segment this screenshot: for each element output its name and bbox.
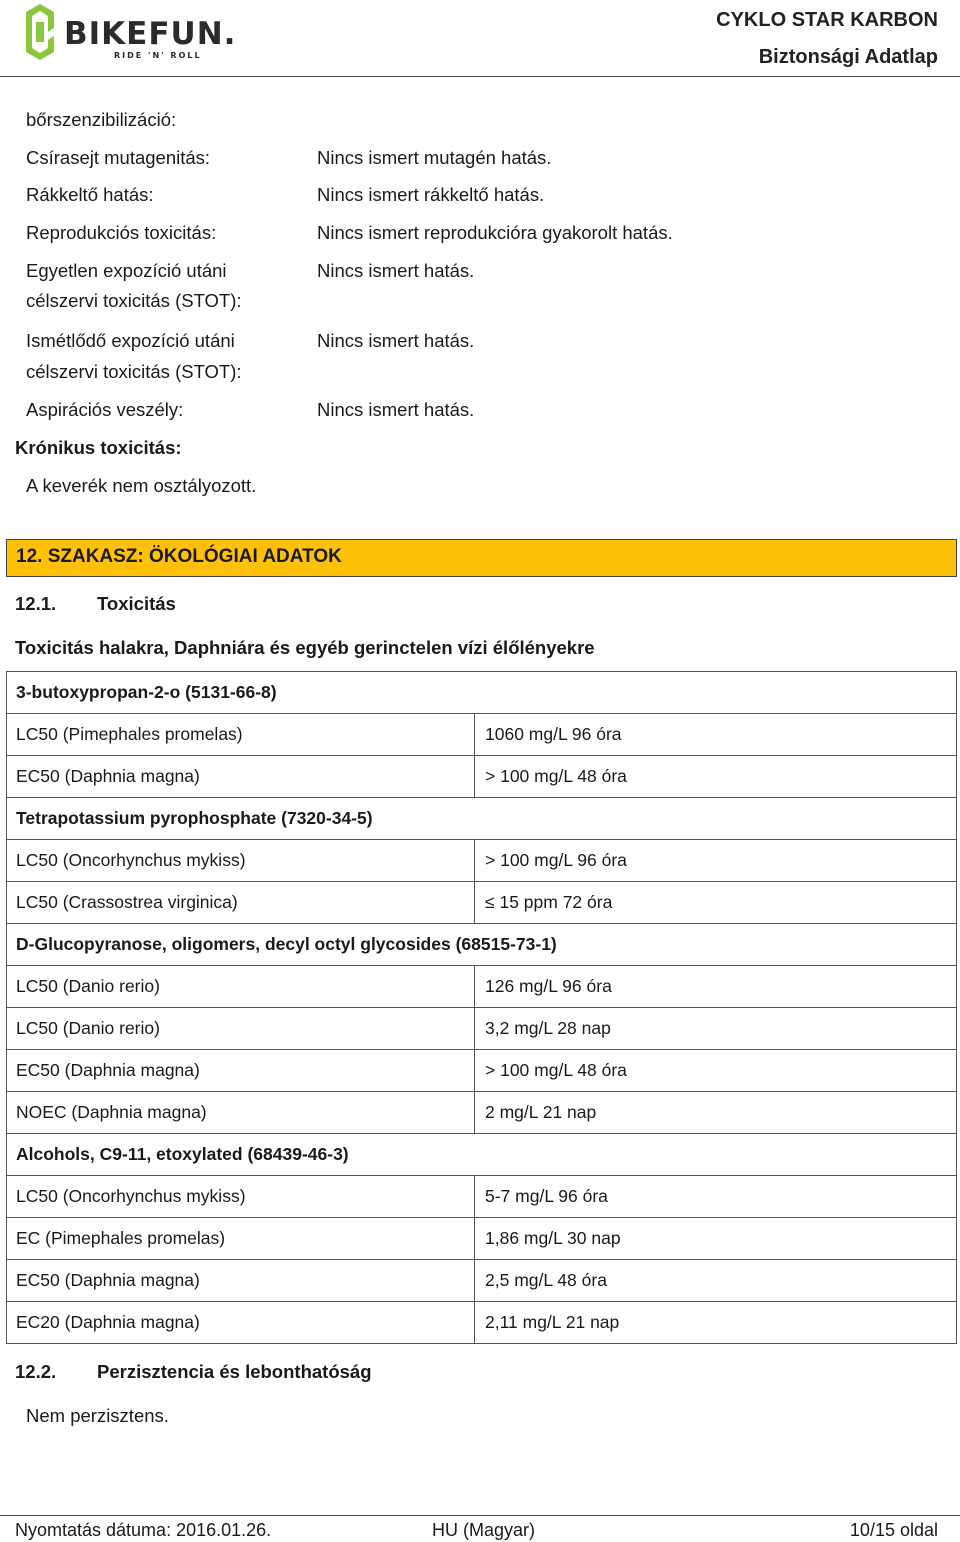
substance-name: D-Glucopyranose, oligomers, decyl octyl glycosides (68515-73-1) [16, 934, 557, 954]
test-name: EC50 (Daphnia magna) [16, 1270, 200, 1290]
test-name: EC (Pimephales promelas) [16, 1228, 226, 1248]
column-divider [474, 714, 475, 755]
test-value: > 100 mg/L 48 óra [485, 766, 627, 786]
substance-name: Alcohols, C9-11, etoxylated (68439-46-3) [16, 1144, 349, 1164]
table-substance-row [7, 798, 956, 840]
substance-name: Tetrapotassium pyrophosphate (7320-34-5) [16, 808, 373, 828]
product-name: CYKLO STAR KARBON [716, 9, 938, 31]
column-divider [474, 1176, 475, 1217]
test-value: ≤ 15 ppm 72 óra [485, 892, 613, 912]
test-name: LC50 (Oncorhynchus mykiss) [16, 1186, 246, 1206]
header-titles [716, 2, 938, 76]
tox-value-stot-repeated: Nincs ismert hatás. [317, 330, 475, 351]
persistence-text: Nem perzisztens. [26, 1405, 169, 1426]
test-value: 5-7 mg/L 96 óra [485, 1186, 608, 1206]
table-substance-row [7, 924, 956, 966]
test-value: > 100 mg/L 96 óra [485, 850, 627, 870]
page-number: 10/15 oldal [849, 1520, 938, 1540]
print-date: Nyomtatás dátuma: 2016.01.26. [15, 1520, 272, 1540]
table-row [7, 1008, 956, 1050]
test-value: 126 mg/L 96 óra [485, 976, 612, 996]
section-12-title: 12. SZAKASZ: ÖKOLÓGIAI ADATOK [16, 546, 342, 567]
column-divider [474, 1302, 475, 1343]
tox-label-stot-repeated: Ismétlődő expozíció utáni [26, 330, 235, 351]
table-row [7, 840, 956, 882]
table-row [7, 714, 956, 756]
table-row [7, 1176, 956, 1218]
tox-value-carcinogenicity: Nincs ismert rákkeltő hatás. [317, 184, 545, 205]
table-row [7, 1260, 956, 1302]
chronic-toxicity-text: A keverék nem osztályozott. [26, 475, 257, 496]
column-divider [474, 1050, 475, 1091]
tox-value-aspiration: Nincs ismert hatás. [317, 399, 475, 420]
test-name: EC50 (Daphnia magna) [16, 766, 200, 786]
bikefun-logo-mark [26, 4, 54, 60]
tox-label-reproductive: Reprodukciós toxicitás: [26, 222, 217, 243]
test-name: EC20 (Daphnia magna) [16, 1312, 200, 1332]
footer-divider [0, 1515, 960, 1516]
test-name: LC50 (Danio rerio) [16, 976, 160, 996]
test-name: NOEC (Daphnia magna) [16, 1102, 207, 1122]
header-divider [0, 76, 960, 77]
tox-label-stot-single-2: célszervi toxicitás (STOT): [26, 290, 242, 311]
section-12-header [6, 539, 957, 577]
column-divider [474, 1260, 475, 1301]
tox-label-stot-single: Egyetlen expozíció utáni [26, 260, 227, 281]
test-value: 2,11 mg/L 21 nap [485, 1312, 620, 1332]
column-divider [474, 1008, 475, 1049]
language-label: HU (Magyar) [432, 1520, 536, 1540]
table-row [7, 1218, 956, 1260]
column-divider [474, 882, 475, 923]
test-name: LC50 (Danio rerio) [16, 1018, 160, 1038]
subsection-12-2-title: Perzisztencia és lebonthatóság [97, 1361, 372, 1382]
column-divider [474, 966, 475, 1007]
tox-value-mutagenicity: Nincs ismert mutagén hatás. [317, 147, 552, 168]
tox-label-aspiration: Aspirációs veszély: [26, 399, 184, 420]
test-name: LC50 (Crassostrea virginica) [16, 892, 238, 912]
column-divider [474, 840, 475, 881]
column-divider [474, 1092, 475, 1133]
substance-name: 3-butoxypropan-2-o (5131-66-8) [16, 682, 277, 702]
table-substance-row [7, 672, 956, 714]
document-type: Biztonsági Adatlap [758, 46, 938, 68]
test-value: 2 mg/L 21 nap [485, 1102, 597, 1122]
brand-text: BIKEFUN. [64, 16, 237, 52]
tox-value-stot-single: Nincs ismert hatás. [317, 260, 475, 281]
test-name: LC50 (Pimephales promelas) [16, 724, 243, 744]
table-row [7, 756, 956, 798]
test-value: 1,86 mg/L 30 nap [485, 1228, 621, 1248]
tox-value-reproductive: Nincs ismert reprodukcióra gyakorolt hatás. [317, 222, 673, 243]
toxicity-table [6, 671, 957, 1344]
test-value: 3,2 mg/L 28 nap [485, 1018, 611, 1038]
table-row [7, 966, 956, 1008]
tox-label-skin-sensitization: bőrszenzibilizáció: [26, 109, 177, 130]
table-row [7, 1092, 956, 1134]
page-header [0, 0, 960, 78]
subsection-12-1-title: Toxicitás [97, 593, 176, 614]
table-row [7, 882, 956, 924]
subsection-12-1-number: 12.1. [15, 593, 57, 614]
column-divider [474, 1218, 475, 1259]
tox-label-carcinogenicity: Rákkeltő hatás: [26, 184, 154, 205]
test-name: LC50 (Oncorhynchus mykiss) [16, 850, 246, 870]
tox-label-stot-repeated-2: célszervi toxicitás (STOT): [26, 361, 242, 382]
test-value: > 100 mg/L 48 óra [485, 1060, 627, 1080]
chronic-toxicity-heading: Krónikus toxicitás: [15, 437, 182, 458]
test-name: EC50 (Daphnia magna) [16, 1060, 200, 1080]
table-substance-row [7, 1134, 956, 1176]
table-row [7, 1302, 956, 1344]
toxicity-description: Toxicitás halakra, Daphniára és egyéb gerinctelen vízi élőlényekre [15, 637, 595, 658]
table-row [7, 1050, 956, 1092]
brand-tagline: RIDE 'N' ROLL [114, 51, 202, 60]
subsection-12-2-number: 12.2. [15, 1361, 57, 1382]
tox-label-mutagenicity: Csírasejt mutagenitás: [26, 147, 211, 168]
bikefun-logo [22, 4, 282, 64]
test-value: 1060 mg/L 96 óra [485, 724, 622, 744]
column-divider [474, 756, 475, 797]
test-value: 2,5 mg/L 48 óra [485, 1270, 607, 1290]
